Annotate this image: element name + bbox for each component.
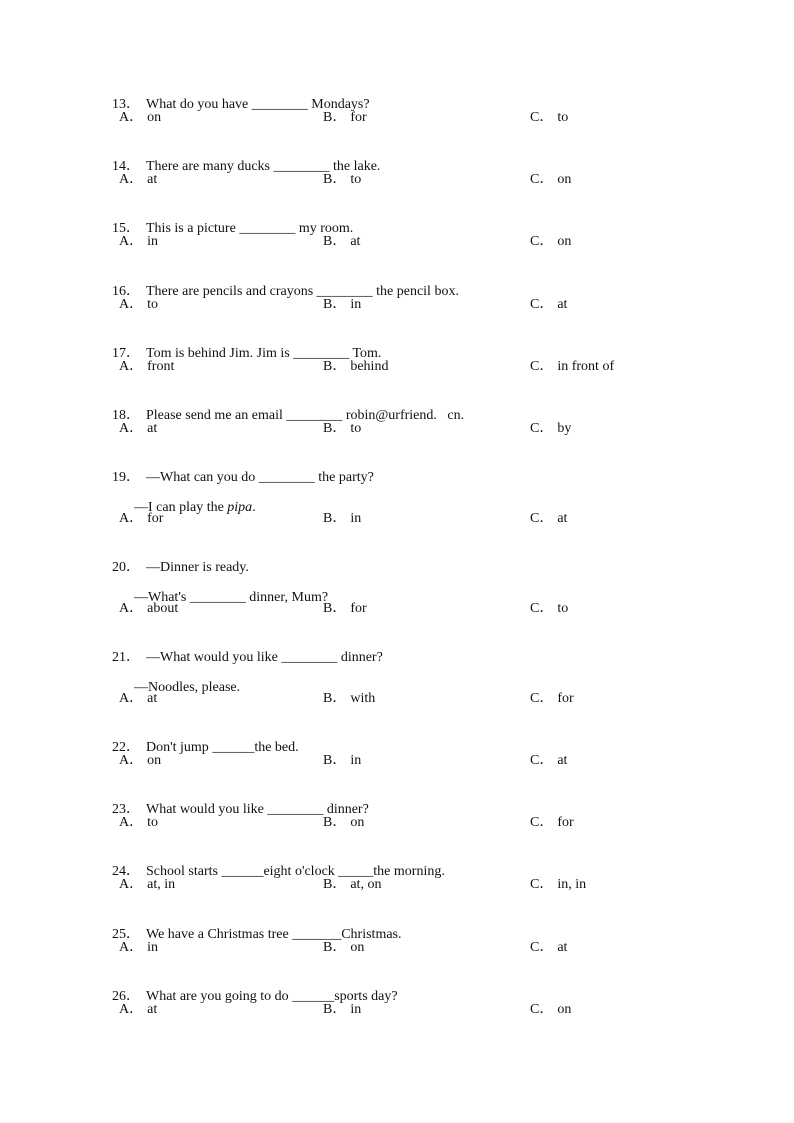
option-letter: B． <box>323 511 347 526</box>
answer-blank: ________ <box>273 159 330 174</box>
option-letter: A． <box>119 815 144 830</box>
reply-text: dinner, Mum? <box>245 590 329 605</box>
question-text: Tom. <box>349 346 382 361</box>
option-b <box>323 690 375 708</box>
option-c <box>530 690 574 708</box>
option-text: at <box>557 753 568 768</box>
question-text: Tom is behind Jim. Jim is <box>146 346 294 361</box>
question-14 <box>98 140 381 174</box>
option-letter: B． <box>323 691 347 706</box>
question-text: the morning. <box>373 864 445 879</box>
option-c <box>530 752 567 770</box>
question-text: What do you have <box>146 97 252 112</box>
question-text: School starts <box>146 864 222 879</box>
option-text: for <box>557 815 574 830</box>
option-c <box>530 109 568 127</box>
question-text: There are pencils and crayons <box>146 284 317 299</box>
question-23 <box>98 783 369 817</box>
question-24 <box>98 845 445 879</box>
question-text: This is a picture <box>146 221 240 236</box>
option-letter: C． <box>530 815 554 830</box>
question-text: the bed. <box>254 740 299 755</box>
option-letter: A． <box>119 1002 144 1017</box>
question-text: the pencil box. <box>372 284 459 299</box>
reply-text: —I can play the <box>134 500 228 515</box>
option-letter: A． <box>119 297 144 312</box>
option-letter: A． <box>119 691 144 706</box>
option-letter: A． <box>119 234 144 249</box>
dialogue-reply <box>120 661 241 695</box>
answer-blank: ________ <box>281 650 338 665</box>
question-number: 24． <box>112 864 140 879</box>
option-text: in, in <box>557 877 587 892</box>
option-a <box>119 814 158 832</box>
answer-blank: ________ <box>239 221 296 236</box>
option-a <box>119 690 157 708</box>
option-text: for <box>557 691 574 706</box>
option-text: at <box>147 421 158 436</box>
option-text: in <box>147 234 159 249</box>
question-number: 15． <box>112 221 140 236</box>
option-b <box>323 358 388 376</box>
option-text: on <box>557 234 572 249</box>
question-number: 25． <box>112 927 140 942</box>
option-text: for <box>350 110 367 125</box>
option-text: to <box>350 172 362 187</box>
option-letter: C． <box>530 691 554 706</box>
option-b <box>323 420 361 438</box>
question-text: robin@urfriend. cn. <box>342 408 465 423</box>
option-text: in <box>350 297 362 312</box>
answer-blank: ________ <box>189 590 246 605</box>
answer-blank: ________ <box>286 408 343 423</box>
option-letter: A． <box>119 421 144 436</box>
option-text: in <box>350 1002 362 1017</box>
option-c <box>530 510 567 528</box>
option-text: on <box>557 1002 572 1017</box>
reply-text: . <box>252 500 256 515</box>
question-19 <box>98 451 374 485</box>
question-text: my room. <box>295 221 354 236</box>
option-letter: A． <box>119 511 144 526</box>
option-c <box>530 814 574 832</box>
option-b <box>323 600 367 618</box>
option-c <box>530 600 568 618</box>
option-c <box>530 939 567 957</box>
dialogue-reply <box>120 481 256 515</box>
option-letter: C． <box>530 297 554 312</box>
answer-blank: ______ <box>221 864 264 879</box>
option-text: on <box>147 753 162 768</box>
option-letter: C． <box>530 877 554 892</box>
option-c <box>530 358 614 376</box>
answer-blank: _______ <box>292 927 342 942</box>
question-text: —What would you like <box>146 650 282 665</box>
option-letter: A． <box>119 753 144 768</box>
reply-text: —Noodles, please. <box>134 680 241 695</box>
answer-blank: ______ <box>292 989 335 1004</box>
reply-text: —What's <box>134 590 190 605</box>
question-text: What would you like <box>146 802 268 817</box>
option-a <box>119 358 174 376</box>
question-text: Mondays? <box>307 97 370 112</box>
option-text: in <box>350 753 362 768</box>
answer-blank: ________ <box>293 346 350 361</box>
option-text: front <box>147 359 175 374</box>
option-b <box>323 752 361 770</box>
question-25 <box>98 908 402 942</box>
question-number: 17． <box>112 346 140 361</box>
option-text: at, on <box>350 877 382 892</box>
dialogue-reply <box>120 571 329 605</box>
option-letter: B． <box>323 877 347 892</box>
option-letter: C． <box>530 753 554 768</box>
question-text: dinner? <box>337 650 383 665</box>
option-text: to <box>147 297 159 312</box>
option-a <box>119 876 175 894</box>
answer-blank: ________ <box>251 97 308 112</box>
question-26 <box>98 970 398 1004</box>
question-text: Please send me an email <box>146 408 287 423</box>
question-text: eight o'clock <box>263 864 339 879</box>
option-text: with <box>350 691 376 706</box>
option-letter: B． <box>323 297 347 312</box>
option-text: in <box>147 940 159 955</box>
option-a <box>119 600 178 618</box>
answer-blank: ________ <box>316 284 373 299</box>
question-number: 16． <box>112 284 140 299</box>
option-letter: A． <box>119 940 144 955</box>
option-letter: A． <box>119 601 144 616</box>
option-text: at <box>557 297 568 312</box>
option-letter: B． <box>323 601 347 616</box>
option-b <box>323 1001 361 1019</box>
question-number: 26． <box>112 989 140 1004</box>
answer-blank: _____ <box>338 864 374 879</box>
question-text: Christmas. <box>341 927 402 942</box>
option-c <box>530 1001 571 1019</box>
option-letter: C． <box>530 234 554 249</box>
option-b <box>323 814 364 832</box>
option-text: at, in <box>147 877 176 892</box>
question-text: the lake. <box>329 159 381 174</box>
option-text: at <box>350 234 361 249</box>
option-text: by <box>557 421 572 436</box>
answer-blank: ________ <box>267 802 324 817</box>
option-a <box>119 296 158 314</box>
option-letter: B． <box>323 815 347 830</box>
option-letter: C． <box>530 601 554 616</box>
option-letter: C． <box>530 359 554 374</box>
option-letter: B． <box>323 421 347 436</box>
option-text: on <box>350 940 365 955</box>
option-text: at <box>147 172 158 187</box>
answer-blank: ______ <box>212 740 255 755</box>
option-letter: B． <box>323 753 347 768</box>
option-letter: B． <box>323 234 347 249</box>
question-text: What are you going to do <box>146 989 293 1004</box>
option-a <box>119 1001 157 1019</box>
question-13 <box>98 78 370 112</box>
question-21 <box>98 631 383 665</box>
option-text: on <box>147 110 162 125</box>
option-a <box>119 233 158 251</box>
option-b <box>323 876 381 894</box>
option-b <box>323 171 361 189</box>
question-16 <box>98 265 459 299</box>
option-letter: B． <box>323 940 347 955</box>
option-letter: C． <box>530 511 554 526</box>
option-a <box>119 752 161 770</box>
option-letter: C． <box>530 172 554 187</box>
question-number: 23． <box>112 802 140 817</box>
option-letter: C． <box>530 1002 554 1017</box>
question-number: 20． <box>112 560 140 575</box>
option-letter: C． <box>530 421 554 436</box>
option-a <box>119 510 163 528</box>
question-number: 14． <box>112 159 140 174</box>
option-a <box>119 171 157 189</box>
option-letter: B． <box>323 1002 347 1017</box>
question-number: 13． <box>112 97 140 112</box>
option-text: on <box>557 172 572 187</box>
option-b <box>323 510 361 528</box>
option-letter: B． <box>323 359 347 374</box>
option-letter: C． <box>530 940 554 955</box>
option-text: at <box>147 691 158 706</box>
option-text: at <box>557 940 568 955</box>
option-text: for <box>147 511 164 526</box>
option-a <box>119 109 161 127</box>
question-text: We have a Christmas tree <box>146 927 293 942</box>
option-text: on <box>350 815 365 830</box>
question-text: the party? <box>314 470 374 485</box>
question-number: 21． <box>112 650 140 665</box>
option-text: about <box>147 601 179 616</box>
option-c <box>530 171 571 189</box>
question-number: 18． <box>112 408 140 423</box>
option-letter: A． <box>119 877 144 892</box>
question-text: sports day? <box>334 989 398 1004</box>
option-text: to <box>557 601 569 616</box>
option-a <box>119 939 158 957</box>
question-text: dinner? <box>323 802 369 817</box>
option-letter: B． <box>323 172 347 187</box>
question-text: —What can you do <box>146 470 259 485</box>
option-text: at <box>147 1002 158 1017</box>
question-22 <box>98 721 299 755</box>
option-text: in front of <box>557 359 615 374</box>
question-text: Don't jump <box>146 740 213 755</box>
option-c <box>530 296 567 314</box>
option-text: to <box>147 815 159 830</box>
option-text: behind <box>350 359 389 374</box>
option-letter: A． <box>119 172 144 187</box>
question-18 <box>98 389 465 423</box>
question-17 <box>98 327 382 361</box>
question-20 <box>98 541 249 575</box>
option-text: for <box>350 601 367 616</box>
question-text: There are many ducks <box>146 159 274 174</box>
question-number: 19． <box>112 470 140 485</box>
option-b <box>323 939 364 957</box>
answer-blank: ________ <box>258 470 315 485</box>
option-letter: B． <box>323 110 347 125</box>
option-text: to <box>557 110 569 125</box>
option-letter: A． <box>119 110 144 125</box>
option-b <box>323 296 361 314</box>
option-letter: A． <box>119 359 144 374</box>
option-c <box>530 876 586 894</box>
reply-italic-word: pipa <box>227 500 253 515</box>
question-number: 22． <box>112 740 140 755</box>
option-letter: C． <box>530 110 554 125</box>
option-c <box>530 420 571 438</box>
question-15 <box>98 202 354 236</box>
option-text: at <box>557 511 568 526</box>
option-text: in <box>350 511 362 526</box>
option-c <box>530 233 571 251</box>
option-b <box>323 109 367 127</box>
question-text: —Dinner is ready. <box>146 560 249 575</box>
option-b <box>323 233 360 251</box>
option-text: to <box>350 421 362 436</box>
option-a <box>119 420 157 438</box>
